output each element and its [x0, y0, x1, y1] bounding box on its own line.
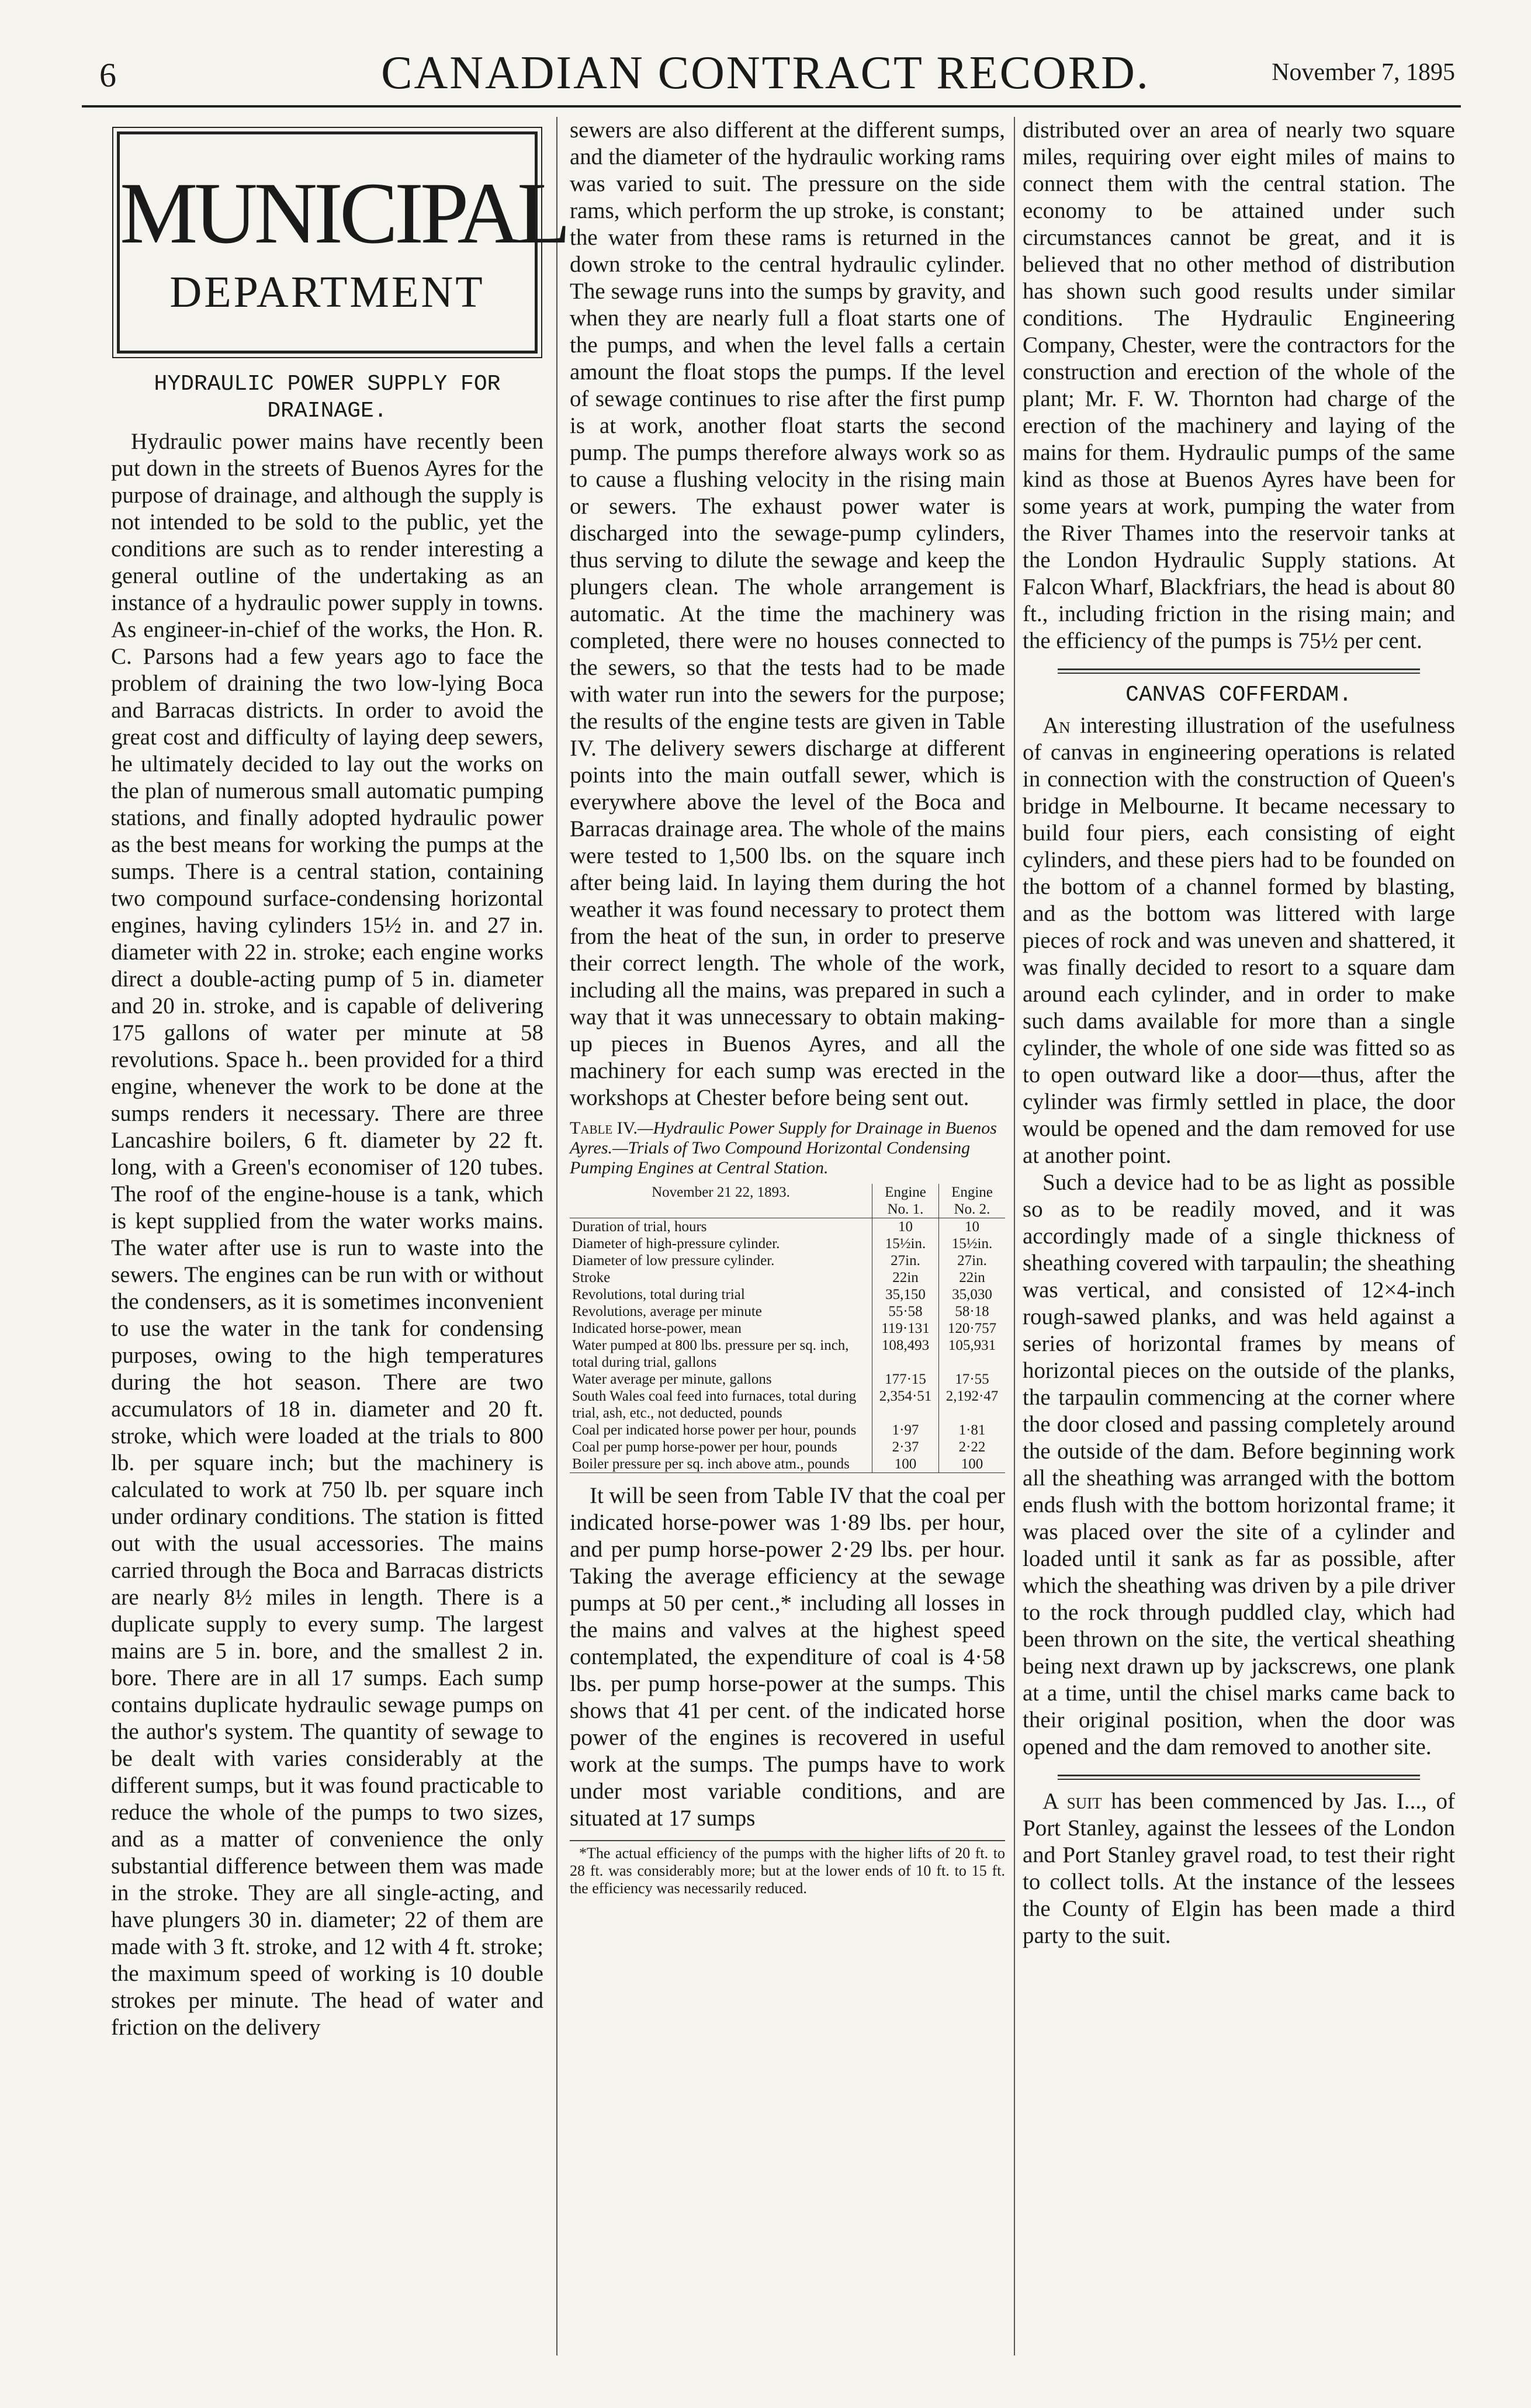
column-divider	[1014, 117, 1015, 2355]
table-cell-label: Indicated horse-power, mean	[572, 1321, 742, 1336]
table-row	[570, 1286, 1005, 1303]
table-header-row	[570, 1184, 1005, 1218]
table-body	[570, 1218, 1005, 1473]
column-3	[1023, 117, 1455, 1949]
table-head-engine-1: Engine No. 1.	[872, 1184, 939, 1218]
section-separator	[1058, 1779, 1420, 1780]
article-paragraph	[1023, 1788, 1455, 1949]
table-row	[570, 1388, 1005, 1422]
table-cell-label: Stroke	[572, 1270, 611, 1286]
table-cell-engine-1: 119·131	[872, 1320, 939, 1337]
section-separator	[1058, 1775, 1420, 1776]
article-paragraph	[1023, 712, 1455, 1169]
table-cell-engine-1: 35,150	[872, 1286, 939, 1303]
table-cell-engine-2: 27in.	[939, 1252, 1006, 1269]
table-cell-label: Water pumped at 800 lbs. pressure per sq. inch, total during trial, gallons	[572, 1338, 849, 1370]
table-cell-engine-2: 2·22	[939, 1439, 1006, 1456]
table-cell-label: Coal per pump horse-power per hour, pounds	[572, 1439, 837, 1455]
table-cell-engine-2: 22in	[939, 1269, 1006, 1286]
table-cell-engine-2: 10	[939, 1218, 1006, 1236]
article-paragraph: It will be seen from Table IV that the coal per indicated horse-power was 1·89 lbs. per hour, and per pump horse-power 2·29 lbs. per hour. Taking the average efficiency at the sewage pumps at 50 per cent.,* including all losses in the mains and valves at the highest speed contemplated, the expenditure of coal is 4·58 lbs. per pump horse-power at the sumps. This shows that 41 per cent. of the indicated horse power of the engines is recovered in useful work at the sumps. The pumps have to work under most variable conditions, and are situated at 17 sumps	[570, 1483, 1005, 1831]
header-rule	[82, 105, 1461, 108]
table-row	[570, 1303, 1005, 1320]
table-cell-engine-1: 27in.	[872, 1252, 939, 1269]
table-cell-label: Coal per indicated horse power per hour, pounds	[572, 1422, 857, 1438]
table-cell-label: South Wales coal feed into furnaces, total during trial, ash, etc., not deducted, pounds	[572, 1388, 857, 1421]
lead-word: An	[1042, 713, 1071, 738]
paragraph-text: has been commenced by Jas. I..., of Port Stanley, against the lessees of the London and Port Stanley gravel road, to test their right to collect tolls. At the instance of the lessees the County of Elgin has been made a third party to the suit.	[1023, 1789, 1456, 1948]
table-row	[570, 1371, 1005, 1388]
table-cell-engine-1: 22in	[872, 1269, 939, 1286]
article-heading: HYDRAULIC POWER SUPPLY FOR DRAINAGE.	[154, 372, 501, 424]
column-divider	[556, 117, 557, 2355]
section-separator	[1058, 673, 1420, 674]
table-row	[570, 1235, 1005, 1252]
table-row	[570, 1320, 1005, 1337]
table-row	[570, 1439, 1005, 1456]
table-cell-engine-2: 58·18	[939, 1303, 1006, 1320]
table-cell-label: Revolutions, average per minute	[572, 1304, 762, 1319]
table-caption	[570, 1118, 1005, 1178]
page-number: 6	[99, 56, 116, 94]
table-row	[570, 1218, 1005, 1236]
footnote: *The actual efficiency of the pumps with the higher lifts of 20 ft. to 28 ft. was considerably more; but at the lower ends of 10 ft. to 15 ft. the efficiency was necessarily reduced.	[570, 1840, 1005, 1897]
issue-date: November 7, 1895	[1272, 59, 1455, 86]
table-cell-engine-1: 2,354·51	[872, 1388, 939, 1422]
table-cell-engine-2: 17·55	[939, 1371, 1006, 1388]
department-title-line2: DEPARTMENT	[169, 268, 485, 317]
table-head-label: November 21 22, 1893.	[570, 1184, 872, 1218]
table-cell-engine-1: 55·58	[872, 1303, 939, 1320]
article-paragraph: Hydraulic power mains have recently been put down in the streets of Buenos Ayres for the purpose of drainage, and although the supply is not intended to be sold to the public, yet the conditions are such as to render interesting a general outline of the undertaking as an instance of a hydraulic power supply in towns. As engineer-in-chief of the works, the Hon. R. C. Parsons had a few years ago to face the problem of draining the two low-lying Boca and Barracas districts. In order to avoid the great cost and difficulty of laying deep sewers, he ultimately decided to lay out the works on the plan of numerous small automatic pumping stations, and finally adopted hydraulic power as the best means for working the pumps at the sumps. There is a central station, containing two compound surface-condensing horizontal engines, having cylinders 15½ in. and 27 in. diameter with 22 in. stroke; each engine works direct a double-acting pump of 5 in. diameter and 20 in. stroke, and is capable of delivering 175 gallons of water per minute at 58 revolutions. Space h.. been provided for a third engine, whenever the work to be done at the sumps renders it necessary. There are three Lancashire boilers, 6 ft. diameter by 22 ft. long, with a Green's economiser of 120 tubes. The roof of the engine-house is a tank, which is kept supplied from the water works mains. The water after use is run to waste into the sewers. The engines can be run with or without the condensers, as it is sometimes inconvenient to use the water in the tank for condensing purposes, owing to the high temperatures during the hot season. There are two accumulators of 18 in. diameter and 20 ft. stroke, which were loaded at the trials to 800 lb. per square inch; but the machinery is calculated to work at 750 lb. per square inch under ordinary conditions. The station is fitted out with the usual accessories. The mains carried through the Boca and Barracas districts are nearly 8½ miles in length. There is a duplicate supply to every sump. The largest mains are 5 in. bore, and the smallest 2 in. bore. There are in all 17 sumps. Each sump contains duplicate hydraulic sewage pumps on the author's system. The quantity of sewage to be dealt with varies considerably at the different sumps, but it was found practicable to reduce the whole of the pumps to two sizes, and as a matter of convenience the only substantial difference between them was made in the stroke. They are all single-acting, and have plungers 30 in. diameter; 22 of them are made with 3 ft. stroke, and 12 with 4 ft. stroke; the maximum speed of working is 10 double strokes per minute. The head of water and friction on the delivery	[111, 429, 543, 2040]
table-cell-label: Water average per minute, gallons	[572, 1371, 772, 1387]
table-caption-text: —Hydraulic Power Supply for Drainage in Buenos Ayres.—Trials of Two Compound Horizontal Condensing Pumping Engines at Central Station.	[570, 1118, 997, 1177]
table-row	[570, 1456, 1005, 1473]
table-row	[570, 1422, 1005, 1439]
table-cell-engine-2: 120·757	[939, 1320, 1006, 1337]
article-paragraph: distributed over an area of nearly two square miles, requiring over eight miles of mains to connect them with the central station. The economy to be attained under such circumstances cannot be great, and it is believed that no other method of distribution has shown such good results under similar conditions. The Hydraulic Engineering Company, Chester, were the contractors for the construction and erection of the whole of the plant; Mr. F. W. Thornton had charge of the erection of the machinery and laying of the mains for them. Hydraulic pumps of the same kind as those at Buenos Ayres have been for some years at work, pumping the water from the River Thames into the reservoir tanks at the London Hydraulic Supply stations. At Falcon Wharf, Blackfriars, the head is about 80 ft., including friction in the rising main; and the efficiency of the pumps is 75½ per cent.	[1023, 117, 1455, 653]
table-cell-label: Revolutions, total during trial	[572, 1287, 745, 1302]
table-cell-label: Diameter of high-pressure cylinder.	[572, 1236, 780, 1252]
table-cell-engine-1: 15½in.	[872, 1235, 939, 1252]
table-head-engine-2: Engine No. 2.	[939, 1184, 1006, 1218]
table-cell-engine-2: 35,030	[939, 1286, 1006, 1303]
department-title-line1: MUNICIPAL	[120, 165, 567, 262]
table-caption-label: Table IV.	[570, 1118, 638, 1138]
table-cell-engine-2: 15½in.	[939, 1235, 1006, 1252]
table-cell-engine-2: 105,931	[939, 1337, 1006, 1371]
table-cell-label: Boiler pressure per sq. inch above atm., pounds	[570, 1456, 872, 1473]
article-paragraph: Such a device had to be as light as possible so as to be readily moved, and it was accordingly made of a single thickness of sheathing covered with tarpaulin; the sheathing was vertical, and consisted of 12×4-inch rough-sawed planks, and was held against a series of horizontal frames by means of horizontal pieces on the outside of the planks, the tarpaulin commencing at the corner where the door closed and passing completely around the outside of the dam. Before beginning work all the sheathing was arranged with the bottom ends flush with the bottom horizontal frame; it was placed over the site of a cylinder and loaded until it sank as far as possible, after which the sheathing was driven by a pile driver to the rock through puddled clay, which had been thrown on the site, the vertical sheathing being next drawn up by jackscrews, one plank at a time, until the chisel marks came back to their original position, when the door was opened and the dam removed to another site.	[1023, 1170, 1455, 1759]
table-cell-engine-2: 1·81	[939, 1422, 1006, 1439]
table-cell-engine-1: 10	[872, 1218, 939, 1236]
section-separator	[1058, 668, 1420, 670]
table-cell-engine-1: 2·37	[872, 1439, 939, 1456]
table-row	[570, 1337, 1005, 1371]
table-cell-engine-2: 2,192·47	[939, 1388, 1006, 1422]
table-cell-label: Diameter of low pressure cylinder.	[572, 1253, 775, 1269]
lead-word: A suit	[1042, 1789, 1102, 1814]
paragraph-text: interesting illustration of the usefulness of canvas in engineering operations is related in connection with the construction of Queen's bridge in Melbourne. It became necessary to build four piers, each consisting of eight cylinders, and these piers had to be founded on the bottom of a channel formed by blasting, and as the bottom was littered with large pieces of rock and was uneven and shattered, it was finally decided to resort to a square dam around each cylinder, and in order to make such dams available for more than a single cylinder, the whole of one side was fitted so as to open outward like a door—thus, after the cylinder was firmly settled in place, the door would be opened and the dam removed for use at another point.	[1023, 713, 1455, 1168]
department-banner	[117, 131, 567, 354]
masthead: CANADIAN CONTRACT RECORD.	[381, 47, 1150, 99]
article-heading: CANVAS COFFERDAM.	[1125, 682, 1352, 708]
column-1	[111, 117, 567, 2041]
table-cell-engine-2: 100	[939, 1456, 1006, 1473]
column-2	[570, 117, 1005, 1897]
table-row	[570, 1269, 1005, 1286]
table-cell-engine-1: 100	[872, 1456, 939, 1473]
table-cell-label: Duration of trial, hours	[572, 1219, 707, 1235]
table-row	[570, 1252, 1005, 1269]
article-paragraph: sewers are also different at the different sumps, and the diameter of the hydraulic working rams was varied to suit. The pressure on the side rams, which perform the up stroke, is constant; the water from these rams is returned in the down stroke to the central hydraulic cylinder. The sewage runs into the sumps by gravity, and when they are nearly full a float starts one of the pumps, and when the level falls a certain amount the float stops the pumps. If the level of sewage continues to rise after the first pump is at work, another float starts the second pump. The pumps therefore always work so as to cause a flushing velocity in the rising main or sewers. The exhaust power water is discharged into the sewage-pump cylinders, thus serving to dilute the sewage and keep the plungers clean. The whole arrangement is automatic. At the time the machinery was completed, there were no houses connected to the sewers, so that the tests had to be made with water run into the sewers for the purpose; the results of the engine tests are given in Table IV. The delivery sewers discharge at different points into the main outfall sewer, which is everywhere above the level of the Boca and Barracas drainage area. The whole of the mains were tested to 1,500 lbs. on the square inch after being laid. In laying them during the hot weather it was found necessary to protect them from the heat of the sun, in order to preserve their correct length. The whole of the work, including all the mains, was prepared in such a way that it was unnecessary to obtain making-up pieces in Buenos Ayres, and all the machinery for each sump was erected in the workshops at Chester before being sent out.	[570, 117, 1005, 1110]
table-cell-engine-1: 177·15	[872, 1371, 939, 1388]
table-cell-engine-1: 108,493	[872, 1337, 939, 1371]
engine-trials-table	[570, 1184, 1005, 1473]
table-cell-engine-1: 1·97	[872, 1422, 939, 1439]
